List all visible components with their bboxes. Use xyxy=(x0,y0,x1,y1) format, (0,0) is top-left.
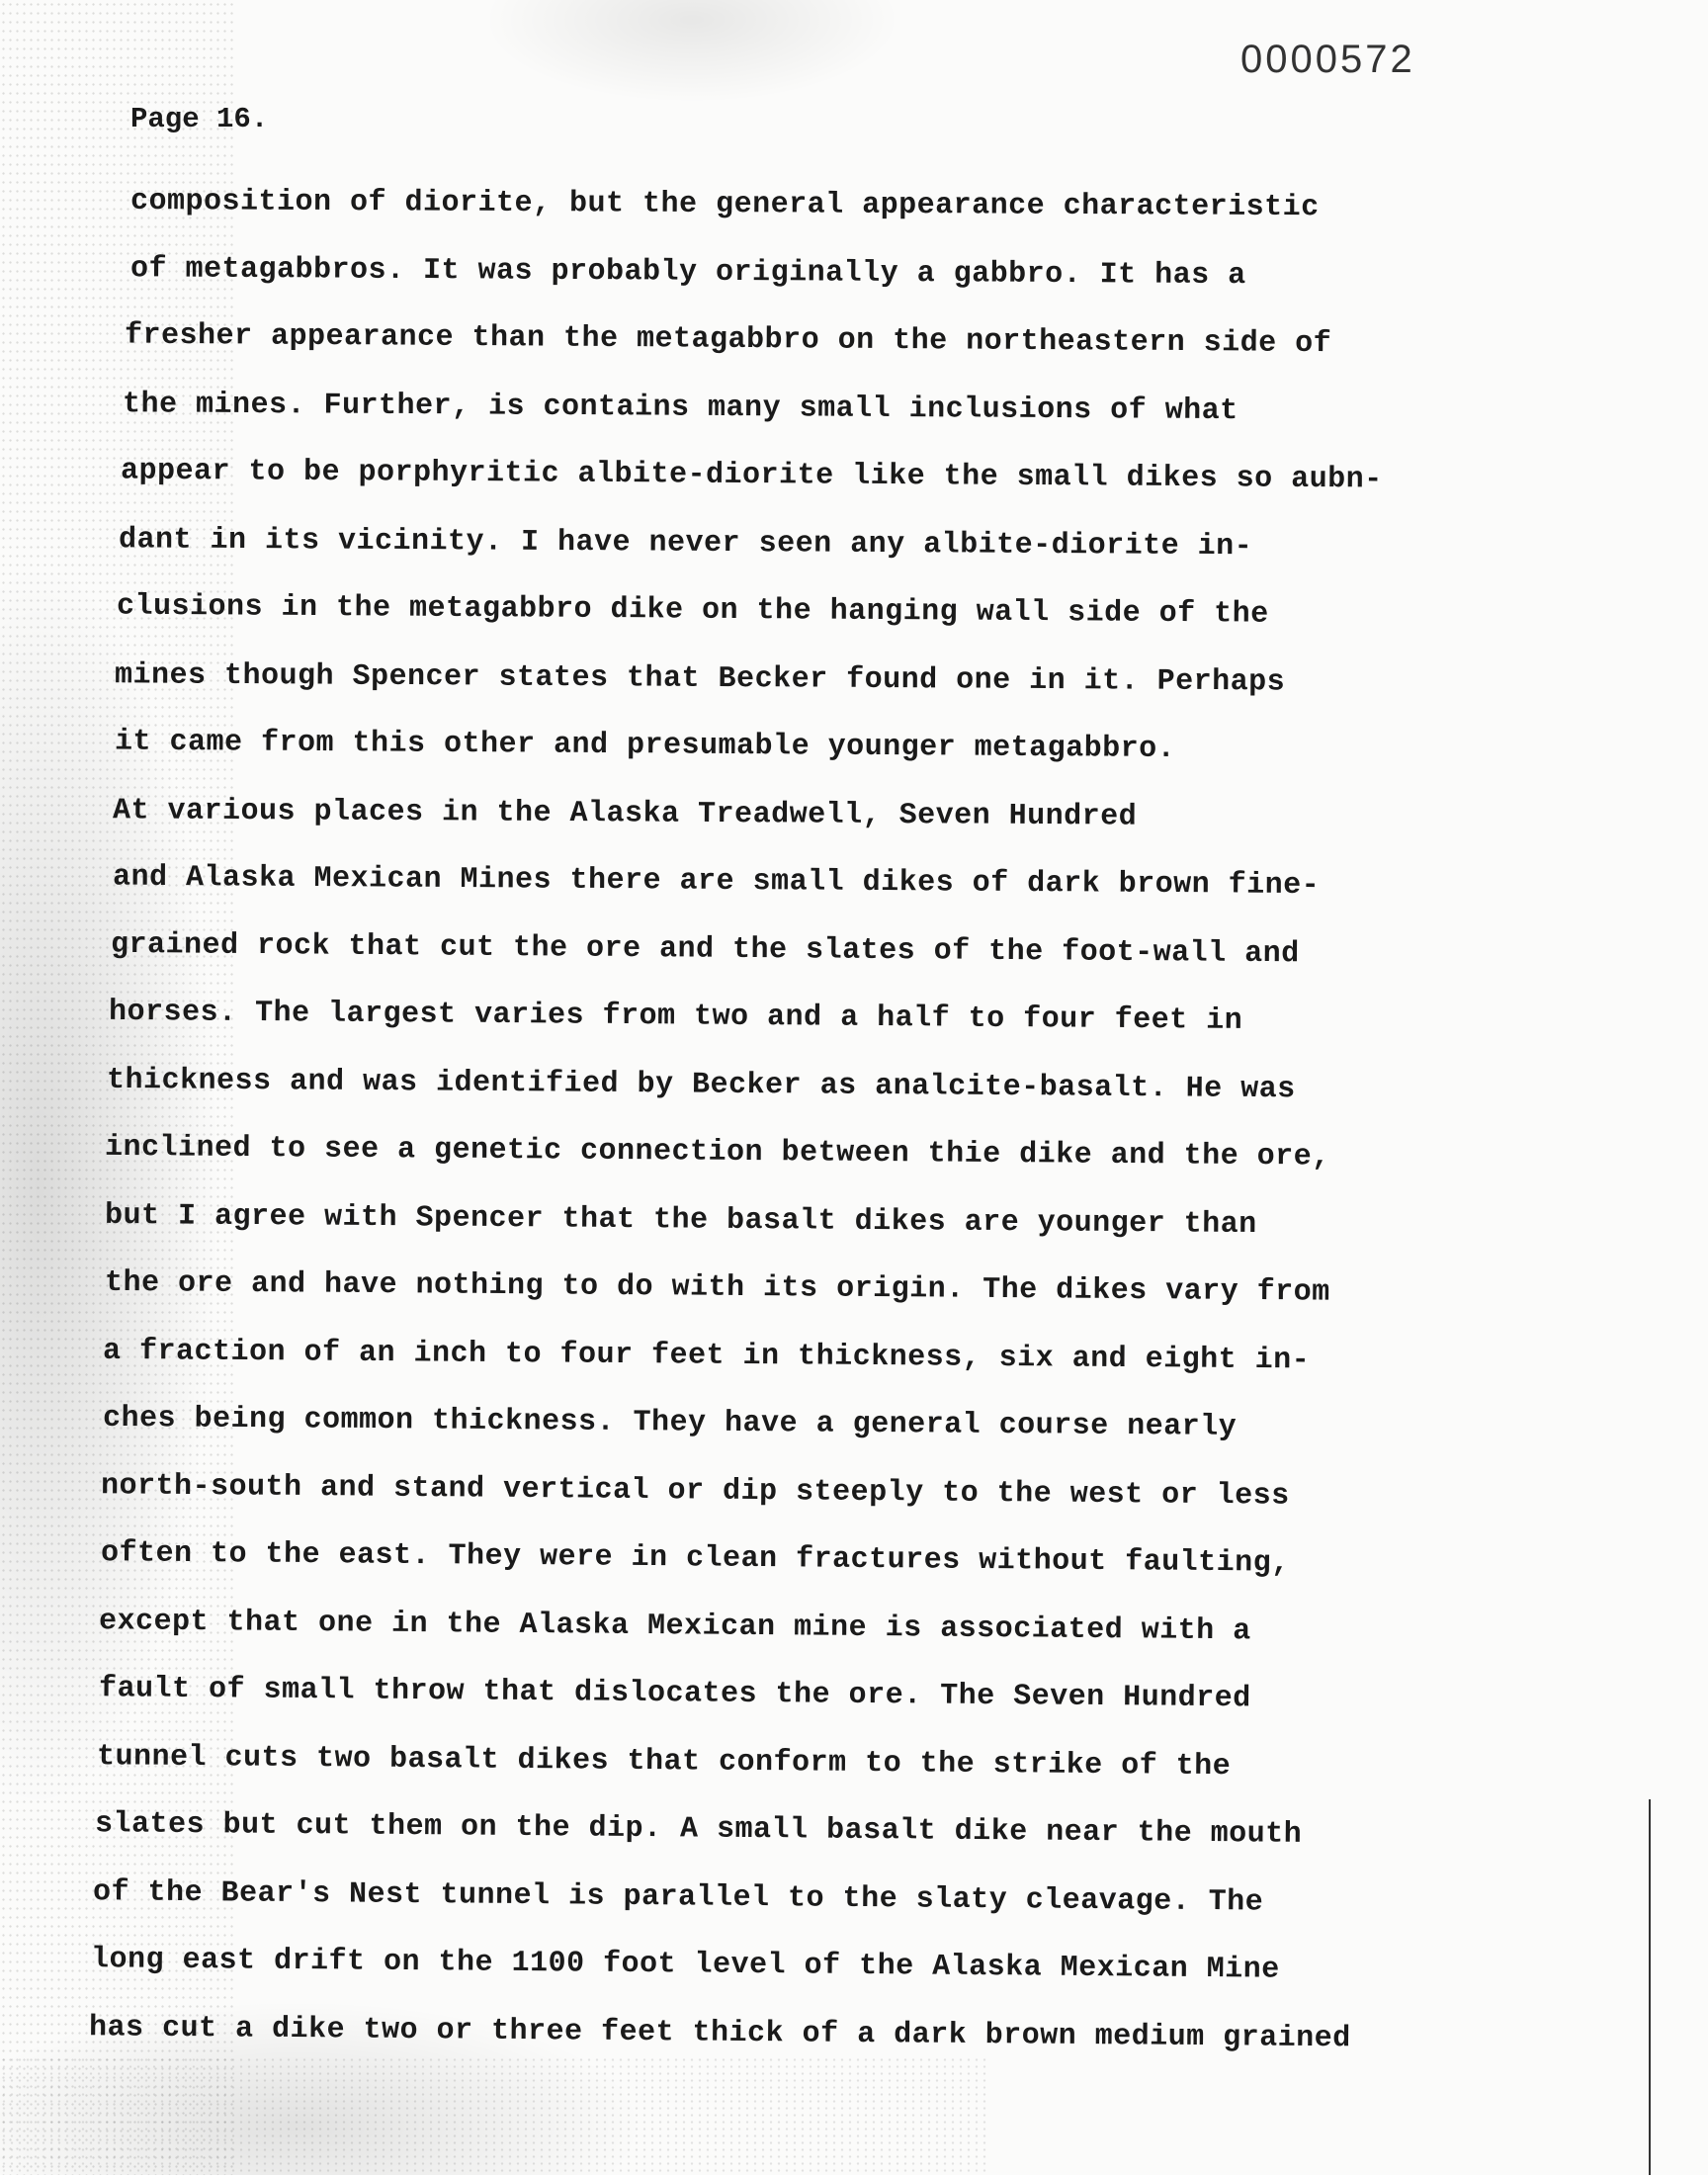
text-line: except that one in the Alaska Mexican mine is associated with a xyxy=(98,1604,1251,1648)
text-line: thickness and was identified by Becker as analcite-basalt. He was xyxy=(106,1063,1296,1106)
text-line: a fraction of an inch to four feet in thickness, six and eight in- xyxy=(102,1334,1311,1377)
text-line: tunnel cuts two basalt dikes that conform to the strike of the xyxy=(96,1739,1232,1784)
text-line: fault of small throw that dislocates the ore. The Seven Hundred xyxy=(98,1672,1251,1716)
text-line: north-south and stand vertical or dip steeply to the west or less xyxy=(100,1468,1290,1514)
text-line: but I agree with Spencer that the basalt dikes are younger than xyxy=(104,1198,1257,1242)
text-line: horses. The largest varies from two and a half to four feet in xyxy=(108,995,1243,1038)
text-line: mines though Spencer states that Becker found one in it. Perhaps xyxy=(114,657,1286,699)
document-number-stamp: 0000572 xyxy=(1240,38,1415,81)
text-line: grained rock that cut the ore and the slates of the foot-wall and xyxy=(110,927,1300,971)
text-line: long east drift on the 1100 foot level of the Alaska Mexican Mine xyxy=(90,1943,1280,1987)
text-line: of the Bear's Nest tunnel is parallel to the slaty cleavage. The xyxy=(92,1874,1264,1920)
page-number: Page 16. xyxy=(130,103,269,135)
text-line: of metagabbros. It was probably originally a gabbro. It has a xyxy=(129,251,1246,293)
text-line: clusions in the metagabbro dike on the hanging wall side of the xyxy=(116,589,1269,632)
text-line: ches being common thickness. They have a general course nearly xyxy=(102,1401,1238,1444)
text-line: it came from this other and presumable younger metagabbro. xyxy=(114,725,1176,767)
text-line: has cut a dike two or three feet thick of a dark brown medium grained xyxy=(88,2010,1351,2055)
body-text xyxy=(88,170,1641,2177)
right-margin-line xyxy=(1649,1799,1651,2175)
text-line: the mines. Further, is contains many small inclusions of what xyxy=(122,387,1238,428)
text-line: composition of diorite, but the general appearance characteristic xyxy=(129,184,1320,225)
text-line: slates but cut them on the dip. A small basalt dike near the mouth xyxy=(94,1807,1303,1852)
text-line: At various places in the Alaska Treadwell, Seven Hundred xyxy=(112,793,1138,834)
text-line: dant in its vicinity. I have never seen any albite-diorite in- xyxy=(118,522,1253,564)
text-line: often to the east. They were in clean fractures without faulting, xyxy=(100,1536,1290,1581)
text-line: appear to be porphyritic albite-diorite like the small dikes so aubn- xyxy=(120,454,1383,497)
text-line: the ore and have nothing to do with its origin. The dikes vary from xyxy=(104,1265,1330,1310)
text-line: inclined to see a genetic connection between thie dike and the ore, xyxy=(104,1130,1330,1175)
text-line: fresher appearance than the metagabbro on the northeastern side of xyxy=(124,318,1332,362)
text-line: and Alaska Mexican Mines there are small dikes of dark brown fine- xyxy=(112,860,1321,904)
